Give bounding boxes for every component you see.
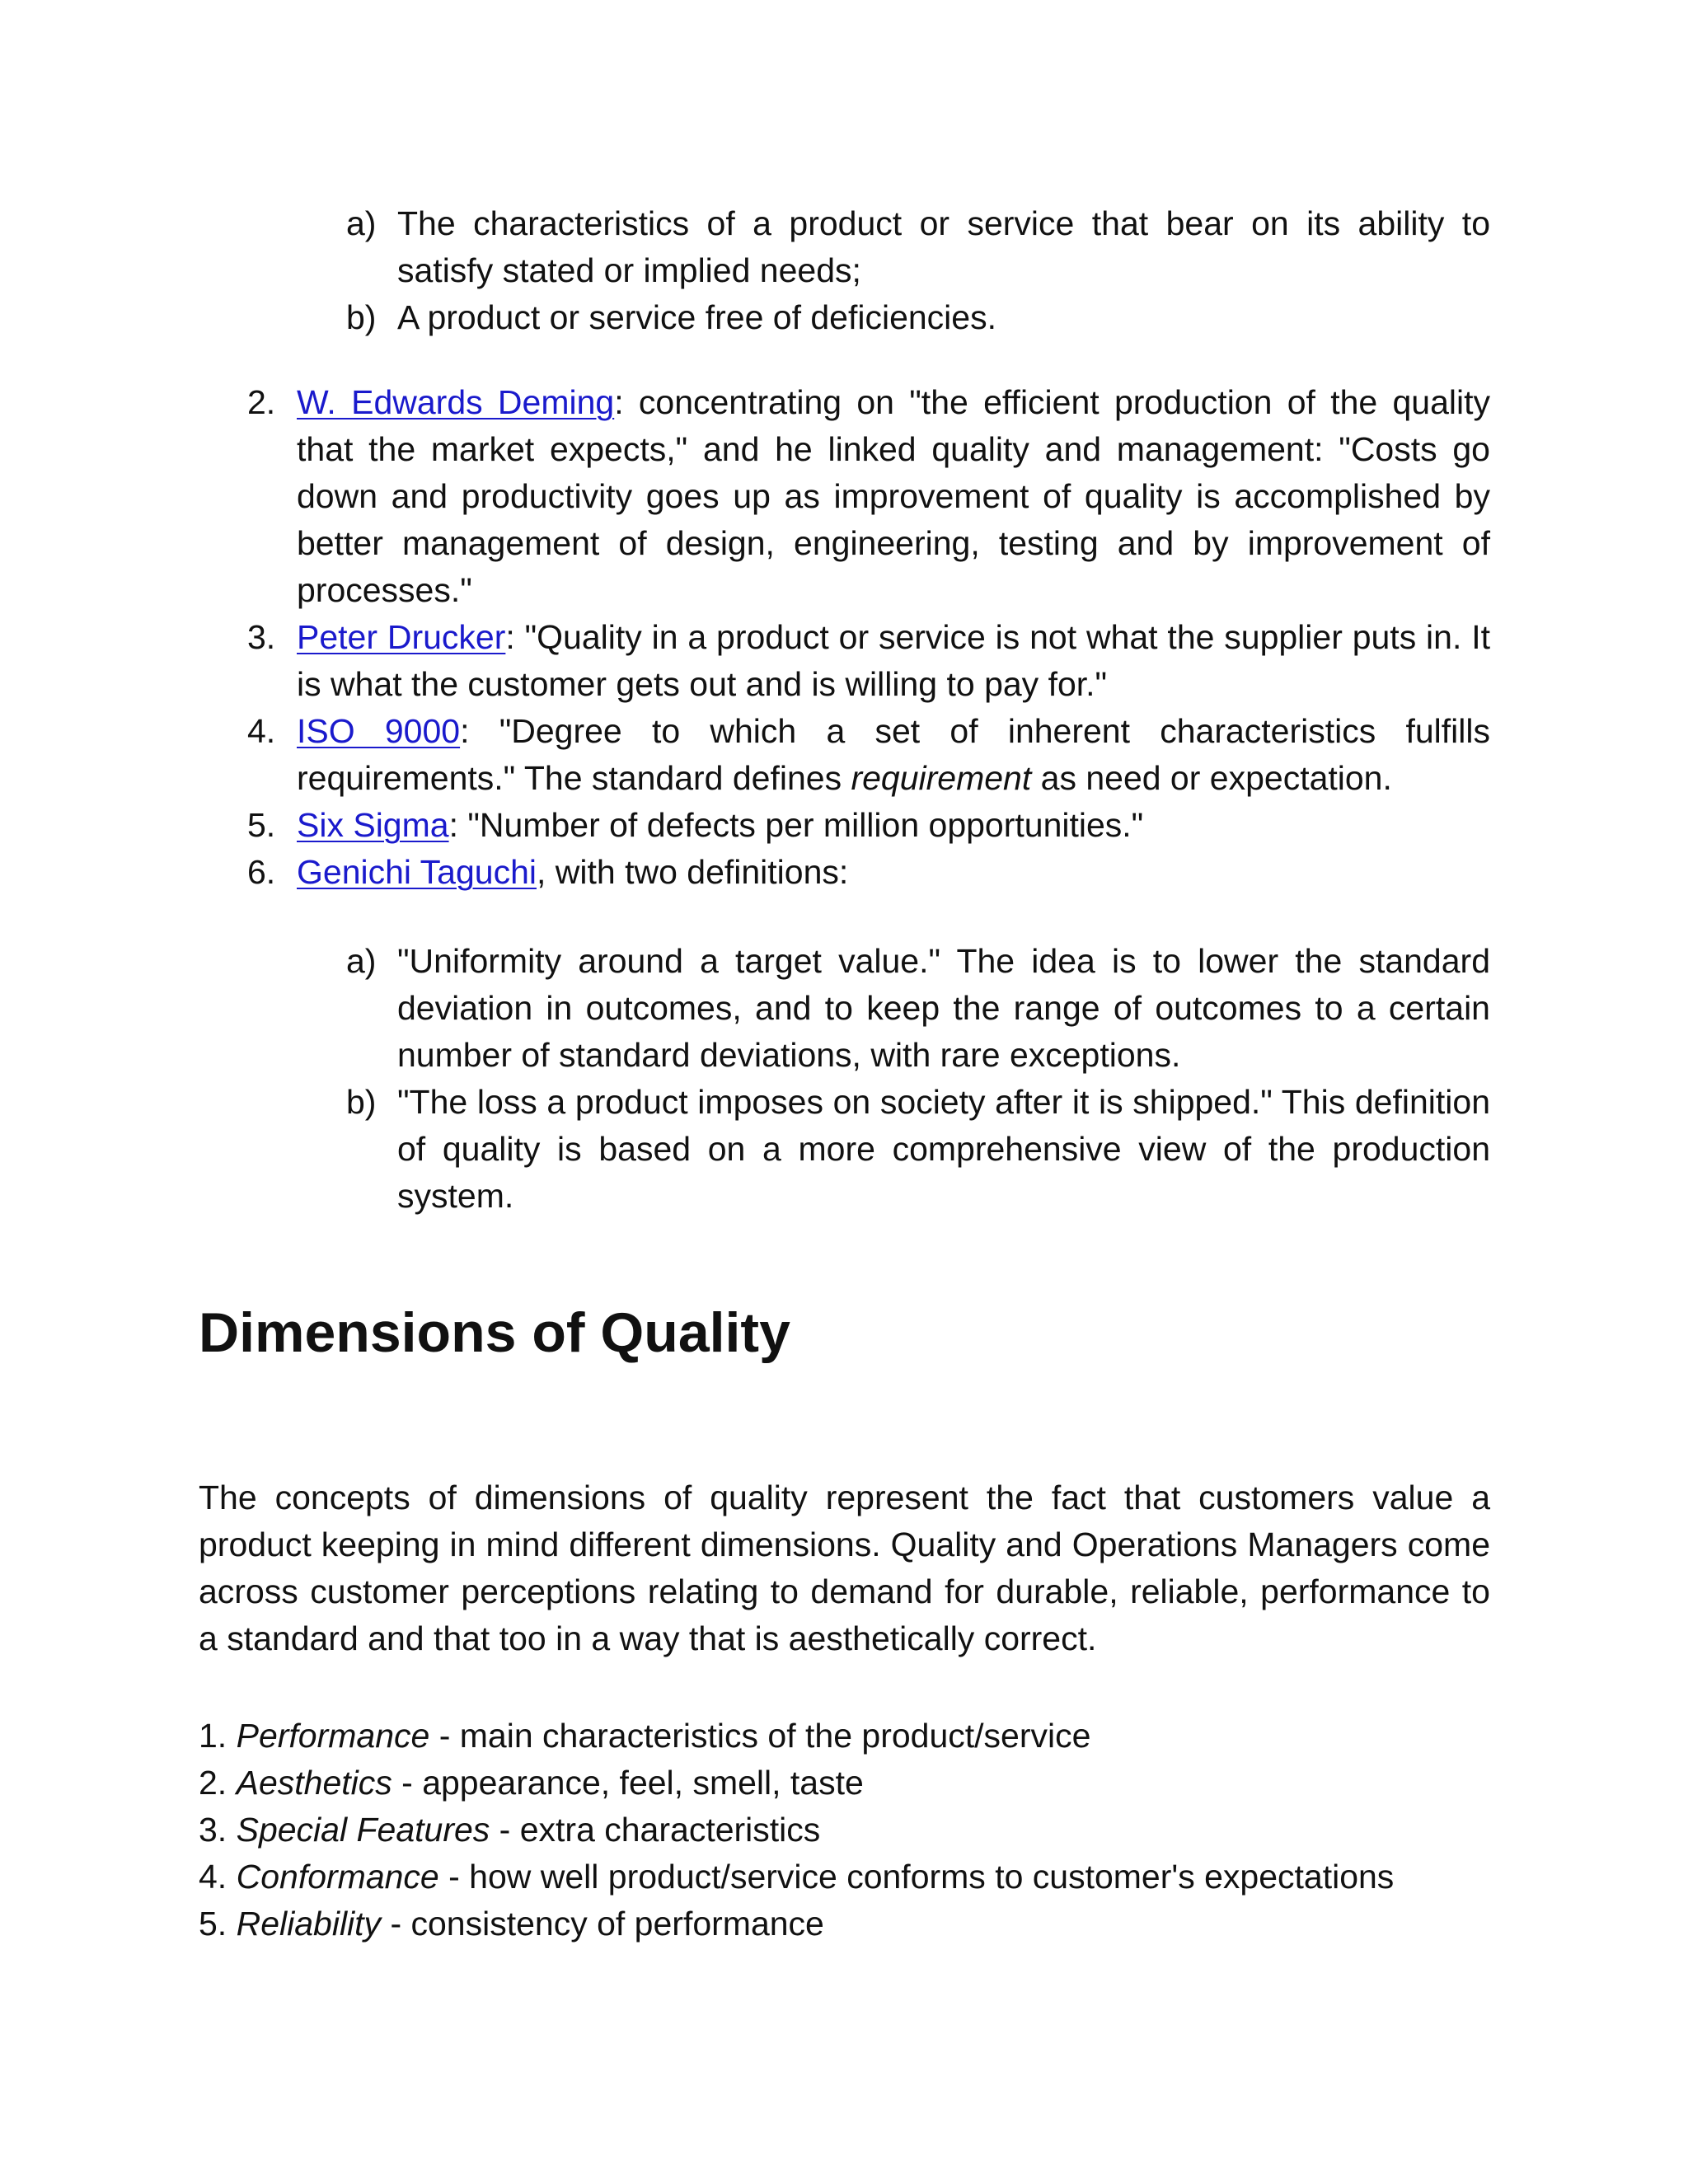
list-item [346,1079,1490,1220]
list-item-text: : concentrating on "the efficient production of the quality that the market expects," and he linked quality and management: "Costs go down and productivity goes up as improvement of quality is accomplished by better management of design, engineering, testing and by improvement of processes." [297,383,1490,609]
dimension-term: Performance [236,1717,430,1755]
list-item [346,294,1490,341]
list-item [346,200,1490,294]
dimension-item [199,1807,1490,1854]
dimension-term: Reliability [236,1905,382,1943]
emphasis-requirement: requirement [851,759,1032,797]
list-item-text: : "Degree to which a set of inherent characteristics fulfills requirements." The standard defines [297,712,1490,797]
dimension-term: Aesthetics [236,1764,392,1802]
link-iso-9000[interactable]: ISO 9000 [297,712,461,750]
dimension-number: 1. [199,1717,227,1755]
list-item-text: : "Quality in a product or service is not what the supplier puts in. It is what the customer gets out and is willing to pay for." [297,618,1490,703]
dimension-number: 2. [199,1764,227,1802]
list-marker: a) [346,942,377,980]
list-item-drucker [247,614,1490,708]
dimension-term: Conformance [236,1858,439,1896]
list-number: 3. [247,618,276,656]
list-marker: a) [346,204,377,242]
dimension-term: Special Features [236,1811,490,1849]
list-number: 2. [247,383,276,421]
list-marker: b) [346,298,377,336]
list-item-text: , with two definitions: [536,853,849,891]
dimension-item [199,1713,1490,1760]
list-number: 4. [247,712,276,750]
list-item-text: as need or expectation. [1031,759,1392,797]
sub-list-top [346,200,1490,341]
dimension-desc: - appearance, feel, smell, taste [392,1764,864,1802]
dimension-item [199,1760,1490,1807]
list-marker: b) [346,1083,377,1121]
dimension-number: 3. [199,1811,227,1849]
dimension-desc: - main characteristics of the product/service [429,1717,1091,1755]
dimension-number: 5. [199,1905,227,1943]
section-heading: Dimensions of Quality [199,1301,790,1364]
dimension-desc: - consistency of performance [381,1905,824,1943]
dimension-item [199,1900,1490,1947]
link-w-edwards-deming[interactable]: W. Edwards Deming [297,383,615,421]
list-item-text: "The loss a product imposes on society after it is shipped." This definition of quality is based on a more comprehensive view of the production system. [397,1083,1490,1215]
list-item [346,938,1490,1079]
sub-list-taguchi [346,938,1490,1220]
dimension-desc: - how well product/service conforms to customer's expectations [438,1858,1395,1896]
link-six-sigma[interactable]: Six Sigma [297,806,449,844]
dimension-item [199,1854,1490,1900]
dimension-number: 4. [199,1858,227,1896]
list-item-text: "Uniformity around a target value." The idea is to lower the standard deviation in outcomes, and to keep the range of outcomes to a certain number of standard deviations, with rare exceptions. [397,942,1490,1074]
list-item-text: : "Number of defects per million opportunities." [448,806,1144,844]
list-item-six-sigma [247,802,1490,849]
list-number: 6. [247,853,276,891]
list-item-deming [247,379,1490,614]
list-item-taguchi [247,849,1490,896]
list-item-iso-9000 [247,708,1490,802]
list-item-text: The characteristics of a product or service that bear on its ability to satisfy stated or implied needs; [397,204,1490,289]
intro-paragraph: The concepts of dimensions of quality represent the fact that customers value a product keeping in mind different dimensions. Quality and Operations Managers come across customer perceptions relating to demand for durable, reliable, performance to a standard and that too in a way that is aesthetically correct. [199,1479,1490,1657]
link-genichi-taguchi[interactable]: Genichi Taguchi [297,853,537,891]
dimensions-list [199,1713,1490,1947]
dimension-desc: - extra characteristics [490,1811,821,1849]
link-peter-drucker[interactable]: Peter Drucker [297,618,506,656]
list-item-text: A product or service free of deficiencies. [397,298,996,336]
list-number: 5. [247,806,276,844]
definitions-list [247,379,1490,896]
